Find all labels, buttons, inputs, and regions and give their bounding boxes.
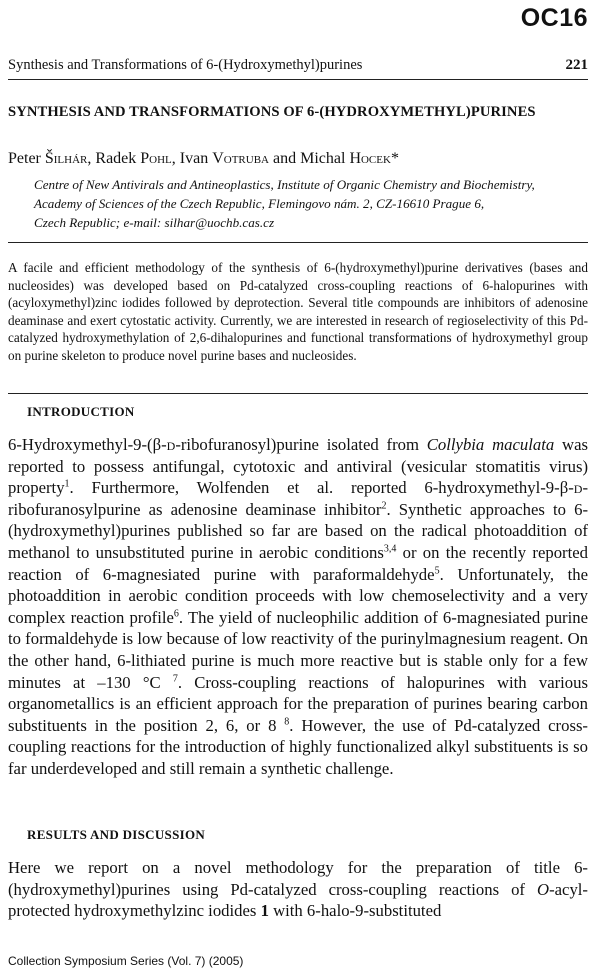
- text-run: . Furthermore, Wolfenden et al. reported 6-hydroxymethyl-9-β-: [69, 478, 574, 498]
- citation: 6: [173, 608, 179, 620]
- author-given-name: Radek: [95, 150, 141, 167]
- text-run: -ribofuranosylpurine as adenosine deaminase inhibitor: [8, 478, 588, 519]
- text-run: . Unfortunately, the photoaddition in aerobic condition proceeds with low chemoselectivity and a very complex reaction profile: [8, 564, 588, 627]
- author-separator: and: [269, 150, 301, 167]
- section-heading-introduction: INTRODUCTION: [27, 404, 135, 419]
- running-title: Synthesis and Transformations of 6-(Hydroxymethyl)purines: [8, 57, 363, 73]
- affiliation-line: Centre of New Antivirals and Antineoplastics, Institute of Organic Chemistry and Biochemistry,: [34, 177, 535, 192]
- citation: 8: [284, 716, 290, 728]
- text-run: . Cross-coupling reactions of halopurines with various organometallics is an efficient approach for the preparation of purines bearing carbon substituents in the position 2, 6, or 8: [8, 672, 588, 735]
- author-given-name: Ivan: [179, 150, 213, 167]
- text-run: d: [573, 478, 583, 498]
- text-run: or on the recently reported reaction of 6-magnesiated purine with paraformaldehyde: [8, 542, 588, 584]
- article-title: SYNTHESIS AND TRANSFORMATIONS OF 6-(HYDROXYMETHYL)PURINES: [8, 104, 536, 120]
- text-run: . However, the use of Pd-catalyzed cross-coupling reactions for the introduction of highly functionalized alkyl substituents is so far underdeveloped and still remain a synthetic challenge.: [8, 715, 588, 778]
- text-run: . The yield of nucleophilic addition of 6-magnesiated purine to formaldehyde is low because of low reactivity of the purinylmagnesium reagent. On the other hand, 6-lithiated purine is much more reactive but is stable only for a few minutes at –130 °C: [8, 607, 588, 692]
- citation: 7: [172, 672, 178, 684]
- affiliation-line: Czech Republic; e-mail: silhar@uochb.cas.cz: [34, 215, 275, 230]
- text-run: with 6-halo-9-substituted: [268, 901, 442, 921]
- text-run: d: [166, 435, 176, 454]
- symposium-code: OC16: [520, 4, 588, 32]
- author-list: [8, 150, 399, 168]
- author-separator: ,: [171, 150, 180, 167]
- introduction-paragraph: [8, 434, 588, 780]
- author-given-name: Peter: [8, 150, 45, 167]
- citation: 5: [434, 565, 440, 576]
- text-run: Here we report on a novel methodology for the preparation of title 6-(hydroxymethyl)purines using Pd-catalyzed cross-coupling reactions of: [8, 858, 588, 899]
- compound-number: 1: [260, 901, 269, 921]
- divider: [8, 393, 588, 394]
- author-family-name: Hocek: [349, 150, 391, 167]
- author-family-name: Pohl: [140, 150, 172, 167]
- author-family-name: Šilhár: [44, 150, 88, 167]
- abstract: A facile and efficient methodology of the synthesis of 6-(hydroxymethyl)purine derivatives (bases and nucleosides) was developed based on Pd-catalyzed cross-coupling reactions of 6-halopurines with (acyloxymethyl)zinc iodides followed by deprotection. Several title compounds are inhibitors of adenosine deaminase and exert cytostatic activity. Currently, we are interested in research of regioselectivity of this Pd-catalyzed hydroxymethylation of 2,6-dihalopurines and functional transformations of hydroxymethyl group on purine skeleton to produce novel purine bases and nucleosides.: [8, 260, 588, 363]
- running-header: [8, 57, 588, 80]
- affiliation-line: Academy of Sciences of the Czech Republic, Flemingovo nám. 2, CZ-16610 Prague 6,: [34, 196, 485, 211]
- page-number: 221: [565, 57, 588, 73]
- text-run: 6-Hydroxymethyl-9-(β-: [8, 435, 167, 454]
- text-run: . Synthetic approaches to 6-(hydroxymethyl)purines published so far are based on the radical photoaddition of methanol to unsubstituted purine in aerobic conditions: [8, 499, 588, 562]
- footer-citation: Collection Symposium Series (Vol. 7) (2005): [8, 954, 244, 968]
- author-given-name: Michal: [300, 150, 350, 167]
- affiliation: [34, 175, 588, 232]
- text-run: O: [537, 879, 550, 899]
- text-run: was reported to possess antifungal, cytotoxic and antiviral (vesicular stomatitis virus) property: [8, 435, 588, 498]
- divider: [8, 242, 588, 243]
- corresponding-author-mark: *: [390, 150, 399, 167]
- author-separator: ,: [87, 150, 96, 167]
- author-family-name: Votruba: [212, 150, 269, 167]
- citation: 2: [381, 500, 387, 512]
- citation: 3,4: [383, 543, 397, 555]
- text-run: -ribofuranosyl)purine isolated from: [175, 435, 427, 454]
- text-run: -acyl-protected hydroxymethylzinc iodides: [8, 879, 588, 921]
- species-name: Collybia maculata: [426, 435, 555, 454]
- section-heading-results: RESULTS AND DISCUSSION: [27, 827, 206, 842]
- citation: 1: [64, 478, 70, 490]
- results-paragraph: [8, 857, 588, 922]
